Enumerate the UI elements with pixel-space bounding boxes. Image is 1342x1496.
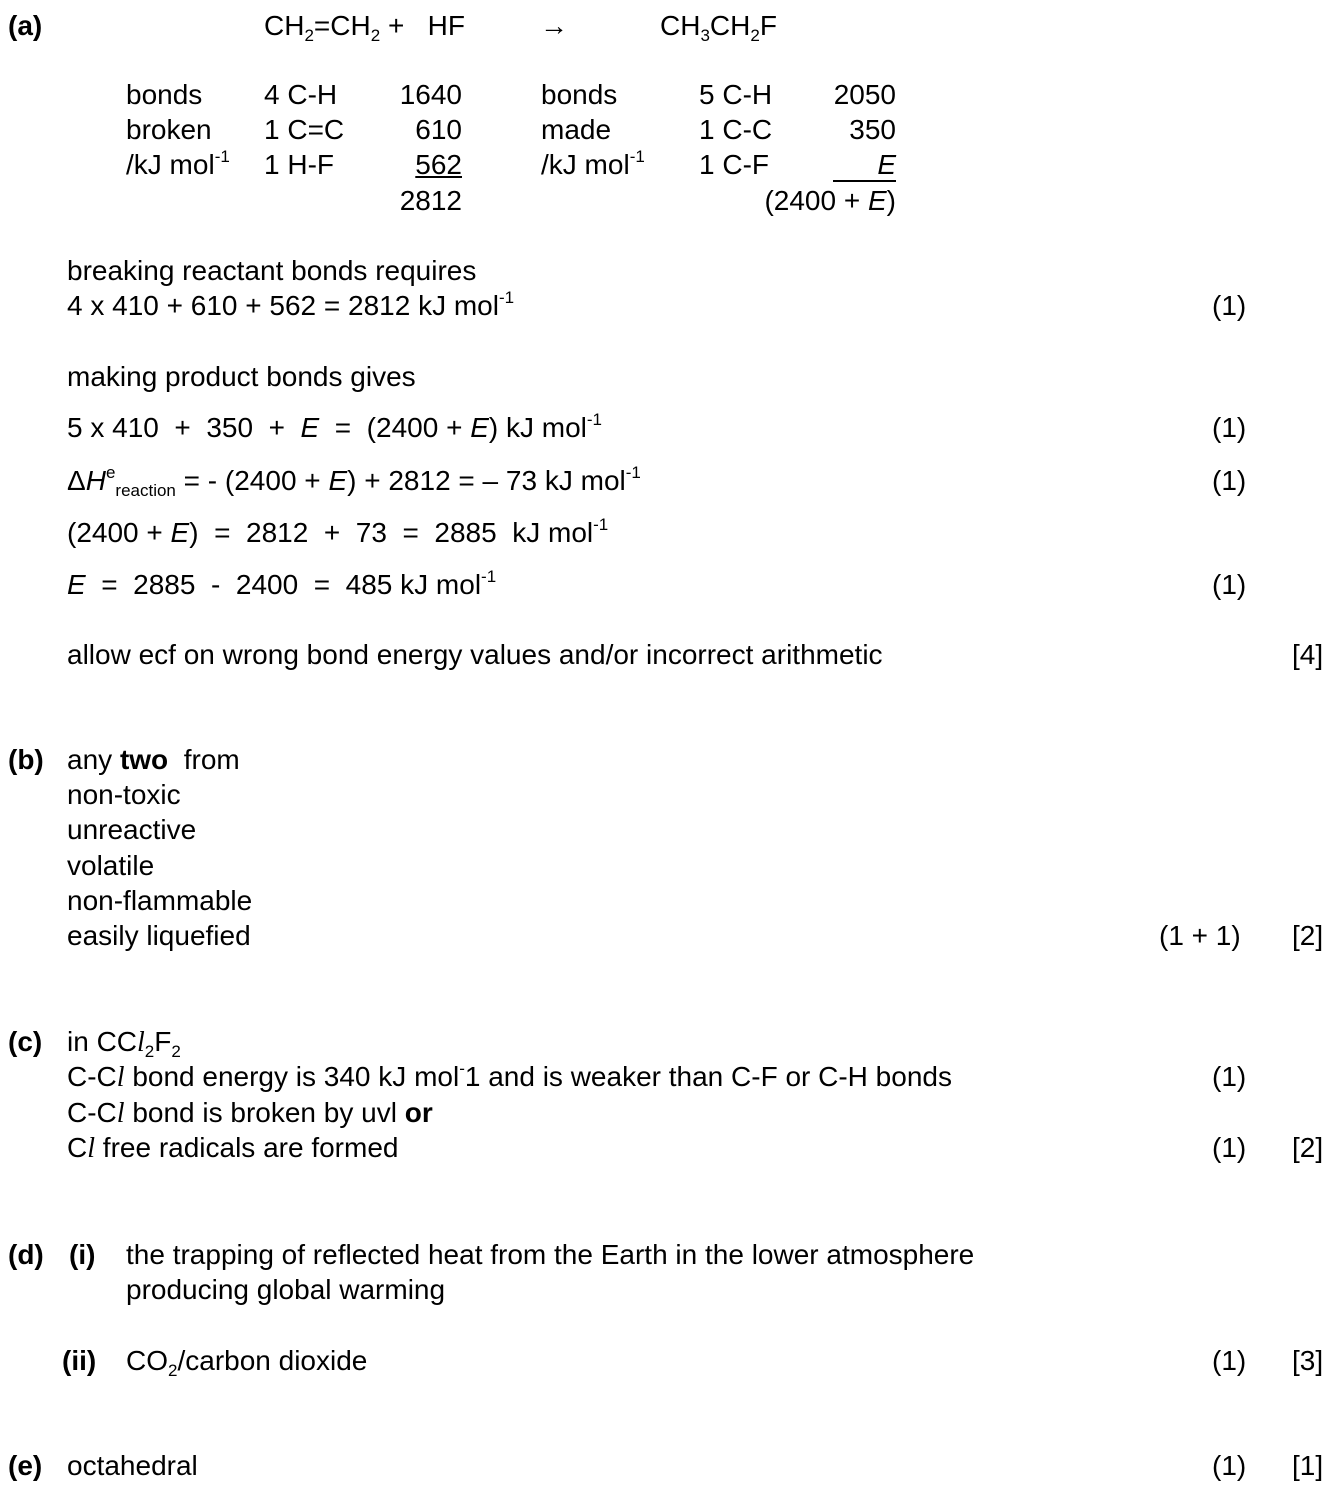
working-line-5: $\Delta H^e_{reaction}$ = - (2400 + E) + 2812 = – 73 kJ mol$^{-1}$ [67, 463, 641, 500]
part-d-i-line-1: the trapping of reflected heat from the Earth in the lower atmosphere [126, 1239, 975, 1270]
table-label-unit: /kJ mol$^{-1}$ [126, 147, 230, 180]
value-made-cc: 350 [849, 114, 896, 145]
part-b-label: (b) [8, 744, 44, 775]
total-b: [2] [1292, 920, 1324, 951]
mark-a3: (1) [1212, 465, 1247, 496]
value-made-ch: 2050 [833, 79, 896, 110]
table-label-made: made [541, 114, 612, 145]
total-d: [3] [1292, 1345, 1324, 1376]
working-line-4: 5 x 410 + 350 + E = (2400 + E) kJ mol$^{-1}$ [67, 410, 603, 443]
underline-rule [833, 180, 896, 182]
reaction-arrow: → [540, 10, 568, 41]
mark-a2: (1) [1212, 412, 1247, 443]
part-d-ii-label: (ii) [62, 1345, 97, 1376]
working-line-7: E = 2885 - 2400 = 485 kJ mol$^{-1}$ [67, 567, 497, 600]
working-line-3: making product bonds gives [67, 361, 416, 392]
part-a-label: (a) [8, 10, 43, 41]
table-label-bonds-made: bonds [541, 79, 618, 110]
value-broken-ch: 1640 [399, 79, 462, 110]
mark-c2: (1) [1212, 1132, 1247, 1163]
reaction-equation-product: $CH_3CH_2F$ [660, 10, 777, 45]
reaction-equation-reactants: $CH_2=CH_2$ + HF [264, 10, 465, 45]
part-d-label: (d) [8, 1239, 44, 1270]
part-c-label: (c) [8, 1026, 43, 1057]
table-label-bonds: bonds [126, 79, 203, 110]
list-item: easily liquefied [67, 920, 251, 951]
value-broken-total: 2812 [399, 185, 462, 216]
bond-made-cf: 1 C-F [699, 149, 769, 180]
mark-b: (1 + 1) [1159, 920, 1241, 951]
ecf-note: allow ecf on wrong bond energy values and/or incorrect arithmetic [67, 639, 883, 670]
total-e: [1] [1292, 1450, 1324, 1481]
table-label-broken: broken [126, 114, 212, 145]
part-d-ii-answer: $CO_2$/carbon dioxide [126, 1345, 368, 1380]
bond-made-cc: 1 C-C [699, 114, 773, 145]
part-c-line-4: Cl free radicals are formed [67, 1132, 399, 1164]
value-broken-cc: 610 [415, 114, 462, 145]
part-c-line-3: C-Cl bond is broken by uvl or [67, 1097, 433, 1129]
bond-broken-hf: 1 H-F [264, 149, 334, 180]
bond-broken-ch: 4 C-H [264, 79, 338, 110]
part-d-i-line-2: producing global warming [126, 1274, 446, 1305]
part-b-intro: any two from [67, 744, 240, 775]
bond-made-ch: 5 C-H [699, 79, 773, 110]
part-e-answer: octahedral [67, 1450, 198, 1481]
mark-a4: (1) [1212, 569, 1247, 600]
part-d-i-label: (i) [69, 1239, 96, 1270]
total-c: [2] [1292, 1132, 1324, 1163]
value-made-total: (2400 + E) [764, 185, 896, 216]
working-line-6: (2400 + E) = 2812 + 73 = 2885 kJ mol$^{-1}$ [67, 515, 609, 548]
list-item: non-flammable [67, 885, 253, 916]
mark-d: (1) [1212, 1345, 1247, 1376]
list-item: unreactive [67, 814, 197, 845]
total-a: [4] [1292, 639, 1324, 670]
list-item: volatile [67, 850, 155, 881]
part-c-line-2: C-Cl bond energy is 340 kJ mol-1 and is weaker than C-F or C-H bonds [67, 1059, 952, 1093]
working-line-2: 4 x 410 + 610 + 562 = 2812 kJ mol$^{-1}$ [67, 288, 515, 321]
table-label-unit-made: /kJ mol$^{-1}$ [541, 147, 645, 180]
bond-broken-cc: 1 C=C [264, 114, 345, 145]
list-item: non-toxic [67, 779, 181, 810]
working-line-1: breaking reactant bonds requires [67, 255, 477, 286]
value-made-cf: E [877, 149, 896, 180]
part-c-line-1: in $CCl_2F_2$ [67, 1026, 181, 1061]
part-e-label: (e) [8, 1450, 43, 1481]
mark-e: (1) [1212, 1450, 1247, 1481]
mark-c1: (1) [1212, 1061, 1247, 1092]
value-broken-hf: 562 [415, 149, 462, 180]
mark-a1: (1) [1212, 290, 1247, 321]
